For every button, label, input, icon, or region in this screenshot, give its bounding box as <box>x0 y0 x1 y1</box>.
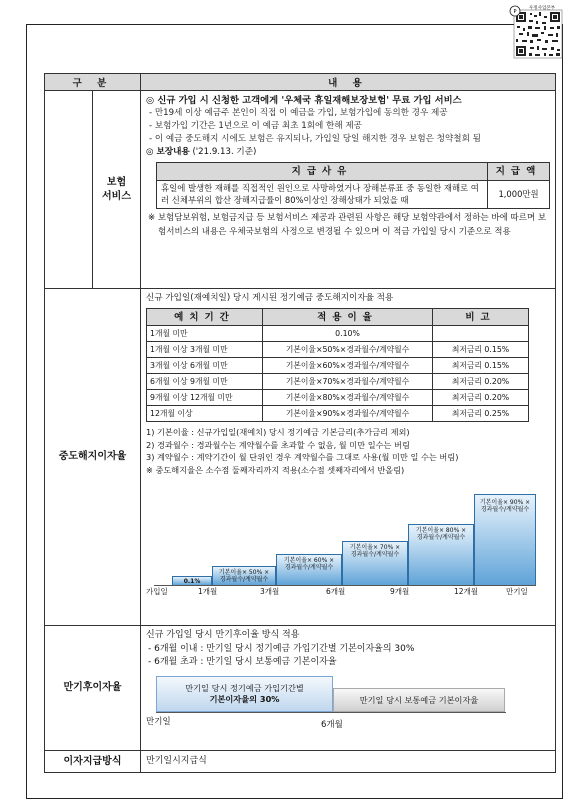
product-terms-table <box>44 73 556 773</box>
early-note: 3) 계약월수 : 계약기간이 월 단위인 경우 계약월수를 그대로 사용(월 미만 일 수는 버림) <box>146 452 459 462</box>
qr-code-icon <box>508 4 568 64</box>
svg-text:P: P <box>513 9 517 15</box>
rate-value: 기본이율×60%×경과월수/계약월수 <box>263 358 433 374</box>
payment-value: 만기일시지급식 <box>141 751 556 773</box>
rate-value: 기본이율×80%×경과월수/계약월수 <box>263 390 433 406</box>
early-intro: 신규 가입일(재예치일) 당시 게시된 정기예금 중도해지이자율 적용 <box>146 293 394 303</box>
rate-period: 1개월 미만 <box>147 326 263 342</box>
step-label-main: 기본이율× 70% × <box>349 544 401 551</box>
corner-stamp-text: 우정사업본부 <box>528 6 556 11</box>
coverage-amount: 1,000만원 <box>488 181 550 209</box>
step-bar <box>276 554 342 586</box>
rate-value: 0.10% <box>263 326 433 342</box>
insurance-bullet: - 이 예금 중도해지 시에도 보험은 유지되나, 가입일 당일 해지한 경우 보험은 청약철회 됨 <box>149 134 481 144</box>
step-bar <box>474 494 536 586</box>
table-row <box>147 390 529 406</box>
insurance-headline: ◎ 신규 가입 시 신청한 고객에게 '우체국 휴일재해보장보험' 무료 가입 서비스 <box>146 95 462 106</box>
rate-note: 최저금리 0.15% <box>433 342 529 358</box>
chart-tick: 1개월 <box>198 587 218 596</box>
step-label <box>277 557 341 571</box>
chart-tick: 만기일 <box>506 587 528 596</box>
insurance-note: ※ 보험담보위험, 보험금지급 등 보험서비스 제공과 관련된 사항은 해당 보험약관에서 정하는 바에 따르며 보험서비스의 내용은 우체국보험의 사정으로 변경될 수 있으며 이 적금 가입일 당시 기준으로 적용 <box>148 213 547 237</box>
rate-note: 최저금리 0.25% <box>433 406 529 422</box>
maturity-tick-6m: 6개월 <box>321 719 343 730</box>
coverage-col-reason: 지급사유 <box>157 163 488 181</box>
bar-label-line1: 만기일 당시 정기예금 가입기간별 <box>185 682 304 693</box>
early-note: 2) 경과월수 : 경과월수는 계약월수를 초과할 수 없음, 월 미만 일수는 버림 <box>146 439 410 450</box>
rate-note: 최저금리 0.15% <box>433 358 529 374</box>
coverage-heading <box>146 146 550 159</box>
insurance-bullet: - 보험가입 기간은 1년으로 이 예금 최초 1회에 한해 제공 <box>149 121 362 131</box>
early-rate-table <box>146 308 529 422</box>
table-row <box>147 374 529 390</box>
insurance-content <box>141 91 556 289</box>
payment-label: 이자지급방식 <box>45 751 141 773</box>
maturity-bar-after-6m: 만기일 당시 보통예금 기본이자율 <box>333 688 505 712</box>
coverage-date: ('21.9.13. 기준) <box>189 147 257 157</box>
coverage-table <box>156 162 550 209</box>
step-label-main: 기본이율× 50% × <box>218 569 270 576</box>
header-content: 내 용 <box>141 74 556 91</box>
chart-tick: 3개월 <box>260 587 280 596</box>
early-termination-label: 중도해지이자율 <box>45 289 141 626</box>
maturity-bar-within-6m <box>156 676 333 712</box>
table-row <box>147 342 529 358</box>
early-rate-step-chart <box>146 480 538 600</box>
step-label-main: 기본이율× 80% × <box>415 527 467 534</box>
rate-value: 기본이율×50%×경과월수/계약월수 <box>263 342 433 358</box>
insurance-bullet: - 만19세 이상 예금주 본인이 직접 이 예금을 가입, 보험가입에 동의한 경우 제공 <box>149 108 448 118</box>
insurance-label: 보험 서비스 <box>93 91 141 289</box>
maturity-axis <box>156 712 506 713</box>
step-label <box>409 527 473 541</box>
table-row <box>147 406 529 422</box>
maturity-tick-start: 만기일 <box>146 716 171 727</box>
rate-period: 6개월 이상 9개월 미만 <box>147 374 263 390</box>
rate-col-period: 예치기간 <box>147 309 263 326</box>
rate-note <box>433 326 529 342</box>
maturity-content <box>141 626 556 751</box>
rate-period: 9개월 이상 12개월 미만 <box>147 390 263 406</box>
maturity-line: - 6개월 초과 : 만기일 당시 보통예금 기본이자율 <box>148 657 337 667</box>
step-bar <box>408 524 474 586</box>
header-category: 구 분 <box>45 74 141 91</box>
coverage-reason: 휴일에 발생한 재해를 직접적인 원인으로 사망하였거나 장해분류표 중 동일한 재해로 여러 신체부위의 합산 장해지급률이 80%이상인 장해상태가 되었을 때 <box>157 181 488 209</box>
step-label <box>475 499 535 513</box>
rate-period: 3개월 이상 6개월 미만 <box>147 358 263 374</box>
maturity-chart <box>146 676 506 732</box>
step-bar <box>212 566 276 586</box>
maturity-label: 만기후이자율 <box>45 626 141 751</box>
step-label <box>213 569 275 583</box>
step-label-sub: 경과월수/계약월수 <box>284 564 334 571</box>
step-label-sub: 경과월수/계약월수 <box>480 506 530 513</box>
chart-tick: 가입일 <box>146 587 168 596</box>
early-note: 1) 기본이율 : 신규가입일(재예치) 당시 정기예금 기본금리(추가금리 제외) <box>146 427 410 437</box>
rate-period: 1개월 이상 3개월 미만 <box>147 342 263 358</box>
step-label-main: 기본이율× 90% × <box>479 499 531 506</box>
maturity-intro: 신규 가입일 당시 만기후이율 방식 적용 <box>146 630 300 640</box>
rate-col-rate: 적용이율 <box>263 309 433 326</box>
step-label-sub: 경과월수/계약월수 <box>416 534 466 541</box>
bar-label-line2: 기본이자율의 30% <box>209 693 280 704</box>
rate-note: 최저금리 0.20% <box>433 390 529 406</box>
chart-tick: 9개월 <box>390 587 410 596</box>
step-label-sub: 경과월수/계약월수 <box>219 576 269 583</box>
table-row <box>147 326 529 342</box>
table-row <box>147 358 529 374</box>
chart-tick: 12개월 <box>454 587 479 596</box>
coverage-col-amount: 지급액 <box>488 163 550 181</box>
rate-period: 12개월 이상 <box>147 406 263 422</box>
step-label-sub: 경과월수/계약월수 <box>350 551 400 558</box>
chart-tick: 6개월 <box>326 587 346 596</box>
step-label <box>343 544 407 558</box>
coverage-title: ◎ 보장내용 <box>146 147 190 157</box>
maturity-line: - 6개월 이내 : 만기일 당시 정기예금 가입기간별 기본이자율의 30% <box>148 643 415 654</box>
rate-value: 기본이율×90%×경과월수/계약월수 <box>263 406 433 422</box>
insurance-left-blank <box>45 91 93 289</box>
rate-value: 기본이율×70%×경과월수/계약월수 <box>263 374 433 390</box>
step-bar <box>342 541 408 586</box>
step-label-main: 기본이율× 60% × <box>283 557 335 564</box>
early-note: ※ 중도해지율은 소수점 둘째자리까지 적용(소수점 셋째자리에서 반올림) <box>146 464 405 475</box>
rate-note: 최저금리 0.20% <box>433 374 529 390</box>
early-termination-content <box>141 289 556 626</box>
rate-col-note: 비고 <box>433 309 529 326</box>
step-label: 0.1% <box>183 578 201 585</box>
